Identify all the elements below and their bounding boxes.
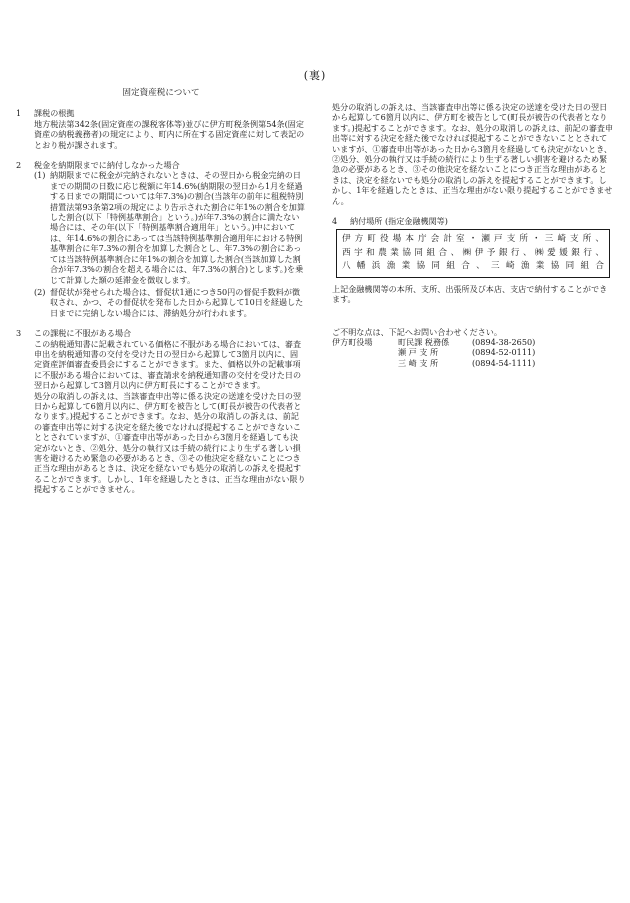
section-number: 2 — [16, 160, 22, 171]
section-body: この納税通知書に記載されている価格に不服がある場合においては、審査申出を納税通知書の交付を受けた日の翌日から起算して3箇月以内に、固定資産評価審査委員会にすることができます。また、価格以外の記載事項に不服がある場合においては、審査請求を納税通知書の交付を受けた日の翌日から起算して3箇月以内に伊方町長にすることができます。 — [34, 338, 302, 391]
right-column — [332, 102, 614, 368]
section-number: 4 — [332, 216, 338, 227]
item-number: (1) — [34, 170, 46, 181]
contact-dept: 町民課 税務係 — [398, 336, 450, 347]
section-heading: この課税に不服がある場合 — [34, 328, 132, 339]
contact-intro: ご不明な点は、下記へお問い合わせください。 — [332, 326, 502, 337]
payment-note: 上記金融機関等の本所、支所、出張所及び本店、支店で納付することができます。 — [332, 283, 608, 305]
contact-dept: 三 崎 支 所 — [398, 357, 439, 368]
contact-phone: (0894-38-2650) — [472, 336, 536, 347]
payment-place-line: 伊方町役場本庁会計室・瀬戸支所・三崎支所、 — [342, 234, 604, 245]
section-4 — [332, 216, 614, 304]
contact-row — [332, 347, 614, 357]
list-item — [34, 170, 306, 284]
section-body-2: 処分の取消しの訴えは、当該審査申出等に係る決定の送達を受けた日の翌日から起算して6箇月以内に、伊方町を被告として(町長が被告の代表者となります。)提起することができます。なお、処分の取消しの訴えは、前記の審査申出等に対する決定を経た後でなければ提起することができないこととされていますが、①審査申出等があった日から3箇月を経過しても決定がないとき、②処分、処分の執行又は手続の続行により生ずる著しい損害を避けるため緊急の必要があるとき、③その他決定を経ないことにつき正当な理由があるときは、決定を経ないでも処分の取消しの訴えを提起することができます。しかし、1年を経過したときは、正当な理由がない限り提起することができません。 — [34, 390, 306, 495]
item-text: 督促状が発せられた場合は、督促状1通につき50円の督促手数料が徴収され、かつ、その督促状を発布した日から起算して10日を経過した日までに完納しない場合には、滞納処分が行われます。 — [50, 286, 304, 318]
contact-phone: (0894-52-0111) — [472, 347, 536, 358]
document-title: 固定資産税について — [122, 88, 200, 98]
section-heading: 課税の根拠 — [34, 108, 75, 119]
contact-info — [332, 327, 614, 369]
payment-place-line: 西宇和農業協同組合、㈱伊予銀行、㈱愛媛銀行、 — [342, 247, 604, 258]
contact-phone: (0894-54-1111) — [472, 357, 536, 368]
contact-office: 伊方町役場 — [332, 336, 373, 347]
section-body: 地方税法第342条(固定資産の課税客体等)並びに伊方町税条例第54条(固定資産の納税義務者)の規定により、町内に所在する固定資産に対して表記のとおり税が課されます。 — [34, 118, 305, 150]
left-column — [16, 88, 306, 505]
section-3-continued — [332, 102, 614, 206]
section-1 — [16, 108, 306, 150]
payment-places-box — [336, 229, 610, 277]
page-side-label: (裏) — [303, 69, 327, 82]
payment-place-line: 八幡浜漁業協同組合、三崎漁業協同組合 — [342, 261, 604, 272]
section-number: 3 — [16, 328, 22, 339]
section-2 — [16, 160, 306, 318]
item-number: (2) — [34, 286, 46, 297]
list-item — [34, 287, 306, 318]
section-heading: 納付場所 (指定金融機関等) — [350, 216, 448, 227]
section-body: 処分の取消しの訴えは、当該審査申出等に係る決定の送達を受けた日の翌日から起算して6箇月以内に、伊方町を被告として(町長が被告の代表者となります。)提起することができます。なお、処分の取消しの訴えは、前記の審査申出等に対する決定を経た後でなければ提起することができないこととされていますが、①審査申出等があった日から3箇月を経過しても決定がないとき、②処分、処分の執行又は手続の続行により生ずる著しい損害を避けるため緊急の必要があるとき、③その他決定を経ないことにつき正当な理由があるときは、決定を経ないでも処分の取消しの訴えを提起することができます。しかし、1年を経過したときは、正当な理由がない限り提起することができません。 — [332, 102, 614, 206]
contact-row — [332, 337, 614, 347]
section-heading: 税金を納期限までに納付しなかった場合 — [34, 160, 180, 171]
item-text: 納期限までに税金が完納されないときは、その翌日から税金完納の日までの期間の日数に応じ税額に年14.6%(納期限の翌日から1月を経過する日までの期間については年7.3%)の割合(当該年の前年に租税特別措置法第93条第2項の規定により告示された割合に年1%の割合を加算した割合(以下「特例基準割合」という。)が年7.3%の割合に満たない場合には、その年(以下「特例基準割合適用年」という。)中においては、年14.6%の割合にあっては当該特例基準割合適用年における特例基準割合に年7.3%の割合を加算した割合とし、年7.3%の割合にあっては当該特例基準割合に年1%の割合を加算した割合(当該加算した割合が年7.3%の割合を超える場合には、年7.3%の割合)とします。)を乗じて計算した額の延滞金を徴収します。 — [50, 170, 305, 285]
contact-dept: 瀬 戸 支 所 — [398, 347, 439, 358]
section-number: 1 — [16, 108, 22, 119]
section-3 — [16, 328, 306, 495]
contact-row — [332, 358, 614, 368]
